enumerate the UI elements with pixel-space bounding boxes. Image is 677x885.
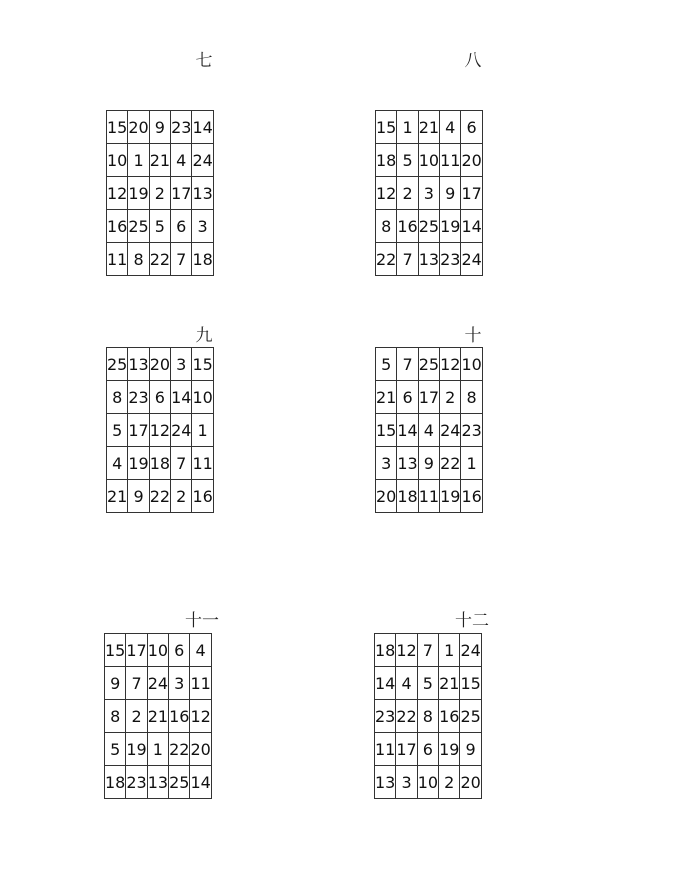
grid-cell: 21 xyxy=(107,480,128,513)
grid-cell: 17 xyxy=(461,177,482,210)
puzzle-title: 九 xyxy=(195,326,213,346)
grid-cell: 13 xyxy=(418,243,439,276)
grid-row xyxy=(107,111,214,144)
puzzle-title: 十一 xyxy=(185,611,219,631)
grid-row xyxy=(376,243,483,276)
grid-cell: 11 xyxy=(440,144,461,177)
grid-row xyxy=(376,177,483,210)
grid-cell: 16 xyxy=(169,700,190,733)
grid-row xyxy=(107,348,214,381)
grid-cell: 13 xyxy=(192,177,213,210)
grid-cell: 25 xyxy=(418,348,439,381)
number-grid xyxy=(106,347,214,513)
grid-cell: 19 xyxy=(439,733,460,766)
grid-cell: 9 xyxy=(418,447,439,480)
grid-cell: 19 xyxy=(128,447,149,480)
grid-cell: 10 xyxy=(107,144,128,177)
grid-cell: 16 xyxy=(439,700,460,733)
grid-cell: 4 xyxy=(171,144,192,177)
grid-cell: 6 xyxy=(461,111,482,144)
grid-cell: 8 xyxy=(128,243,149,276)
grid-cell: 25 xyxy=(418,210,439,243)
grid-cell: 19 xyxy=(126,733,147,766)
grid-cell: 14 xyxy=(397,414,418,447)
grid-row xyxy=(107,210,214,243)
grid-cell: 10 xyxy=(147,634,168,667)
grid-cell: 18 xyxy=(376,144,397,177)
grid-cell: 23 xyxy=(375,700,396,733)
grid-cell: 8 xyxy=(105,700,126,733)
grid-row xyxy=(107,243,214,276)
grid-cell: 5 xyxy=(376,348,397,381)
grid-cell: 4 xyxy=(190,634,211,667)
grid-cell: 22 xyxy=(396,700,417,733)
grid-cell: 7 xyxy=(171,447,192,480)
grid-cell: 9 xyxy=(149,111,170,144)
grid-cell: 22 xyxy=(440,447,461,480)
grid-cell: 10 xyxy=(418,144,439,177)
grid-cell: 1 xyxy=(461,447,482,480)
grid-cell: 17 xyxy=(396,733,417,766)
grid-cell: 6 xyxy=(397,381,418,414)
grid-cell: 16 xyxy=(461,480,482,513)
grid-cell: 2 xyxy=(171,480,192,513)
number-grid xyxy=(106,110,214,276)
grid-cell: 7 xyxy=(126,667,147,700)
grid-cell: 25 xyxy=(460,700,481,733)
grid-cell: 23 xyxy=(461,414,482,447)
grid-row xyxy=(107,480,214,513)
grid-cell: 10 xyxy=(417,766,438,799)
grid-cell: 9 xyxy=(460,733,481,766)
grid-cell: 20 xyxy=(149,348,170,381)
grid-cell: 20 xyxy=(460,766,481,799)
grid-cell: 4 xyxy=(440,111,461,144)
grid-cell: 4 xyxy=(107,447,128,480)
grid-cell: 22 xyxy=(149,243,170,276)
grid-cell: 2 xyxy=(397,177,418,210)
grid-cell: 23 xyxy=(126,766,147,799)
puzzle-title: 十二 xyxy=(455,611,489,631)
grid-cell: 18 xyxy=(149,447,170,480)
grid-row xyxy=(105,733,212,766)
grid-cell: 5 xyxy=(105,733,126,766)
grid-cell: 7 xyxy=(397,243,418,276)
grid-row xyxy=(376,210,483,243)
grid-cell: 11 xyxy=(190,667,211,700)
grid-cell: 15 xyxy=(192,348,213,381)
grid-cell: 3 xyxy=(376,447,397,480)
grid-cell: 12 xyxy=(376,177,397,210)
grid-row xyxy=(375,667,482,700)
grid-row xyxy=(107,381,214,414)
grid-cell: 3 xyxy=(418,177,439,210)
grid-row xyxy=(107,447,214,480)
grid-row xyxy=(376,144,483,177)
grid-cell: 13 xyxy=(147,766,168,799)
grid-cell: 13 xyxy=(128,348,149,381)
grid-cell: 25 xyxy=(169,766,190,799)
grid-cell: 6 xyxy=(171,210,192,243)
grid-cell: 19 xyxy=(440,210,461,243)
number-grid xyxy=(375,347,483,513)
grid-cell: 1 xyxy=(128,144,149,177)
grid-cell: 15 xyxy=(460,667,481,700)
grid-cell: 24 xyxy=(171,414,192,447)
grid-cell: 3 xyxy=(171,348,192,381)
grid-cell: 23 xyxy=(128,381,149,414)
grid-row xyxy=(376,480,483,513)
grid-row xyxy=(376,414,483,447)
grid-cell: 6 xyxy=(417,733,438,766)
grid-cell: 24 xyxy=(440,414,461,447)
grid-row xyxy=(375,700,482,733)
grid-cell: 20 xyxy=(128,111,149,144)
grid-cell: 7 xyxy=(171,243,192,276)
grid-cell: 17 xyxy=(418,381,439,414)
grid-cell: 8 xyxy=(107,381,128,414)
grid-cell: 5 xyxy=(397,144,418,177)
grid-cell: 4 xyxy=(396,667,417,700)
grid-cell: 4 xyxy=(418,414,439,447)
grid-cell: 10 xyxy=(461,348,482,381)
grid-cell: 15 xyxy=(105,634,126,667)
puzzle-title: 七 xyxy=(195,51,213,71)
grid-cell: 19 xyxy=(440,480,461,513)
grid-cell: 8 xyxy=(376,210,397,243)
grid-cell: 24 xyxy=(460,634,481,667)
grid-cell: 18 xyxy=(105,766,126,799)
grid-cell: 14 xyxy=(171,381,192,414)
grid-cell: 7 xyxy=(417,634,438,667)
grid-cell: 25 xyxy=(128,210,149,243)
grid-cell: 2 xyxy=(440,381,461,414)
grid-cell: 21 xyxy=(147,700,168,733)
grid-cell: 19 xyxy=(128,177,149,210)
grid-cell: 17 xyxy=(128,414,149,447)
grid-cell: 21 xyxy=(418,111,439,144)
grid-cell: 21 xyxy=(376,381,397,414)
grid-cell: 17 xyxy=(126,634,147,667)
grid-cell: 8 xyxy=(417,700,438,733)
grid-cell: 2 xyxy=(149,177,170,210)
grid-cell: 10 xyxy=(192,381,213,414)
grid-cell: 7 xyxy=(397,348,418,381)
grid-cell: 3 xyxy=(396,766,417,799)
grid-cell: 13 xyxy=(375,766,396,799)
grid-cell: 9 xyxy=(105,667,126,700)
grid-cell: 2 xyxy=(439,766,460,799)
grid-row xyxy=(105,700,212,733)
grid-row xyxy=(376,447,483,480)
grid-cell: 22 xyxy=(169,733,190,766)
grid-cell: 9 xyxy=(440,177,461,210)
grid-cell: 5 xyxy=(107,414,128,447)
grid-cell: 12 xyxy=(107,177,128,210)
grid-row xyxy=(105,766,212,799)
grid-cell: 18 xyxy=(397,480,418,513)
number-grid xyxy=(104,633,212,799)
grid-cell: 15 xyxy=(376,111,397,144)
grid-cell: 24 xyxy=(461,243,482,276)
grid-cell: 16 xyxy=(397,210,418,243)
grid-row xyxy=(375,634,482,667)
grid-cell: 16 xyxy=(192,480,213,513)
puzzle-title: 八 xyxy=(464,51,482,71)
grid-cell: 23 xyxy=(171,111,192,144)
grid-cell: 18 xyxy=(192,243,213,276)
number-grid xyxy=(375,110,483,276)
grid-cell: 1 xyxy=(439,634,460,667)
grid-cell: 22 xyxy=(149,480,170,513)
grid-row xyxy=(107,414,214,447)
number-grid xyxy=(374,633,482,799)
grid-row xyxy=(107,144,214,177)
grid-cell: 5 xyxy=(417,667,438,700)
grid-cell: 20 xyxy=(461,144,482,177)
grid-row xyxy=(376,348,483,381)
grid-cell: 14 xyxy=(375,667,396,700)
grid-cell: 20 xyxy=(190,733,211,766)
grid-row xyxy=(376,381,483,414)
grid-cell: 18 xyxy=(375,634,396,667)
grid-cell: 11 xyxy=(375,733,396,766)
grid-cell: 8 xyxy=(461,381,482,414)
grid-cell: 14 xyxy=(190,766,211,799)
grid-cell: 1 xyxy=(397,111,418,144)
grid-cell: 21 xyxy=(439,667,460,700)
grid-cell: 24 xyxy=(192,144,213,177)
grid-cell: 9 xyxy=(128,480,149,513)
grid-cell: 6 xyxy=(169,634,190,667)
grid-cell: 14 xyxy=(461,210,482,243)
grid-cell: 22 xyxy=(376,243,397,276)
grid-cell: 1 xyxy=(192,414,213,447)
grid-cell: 15 xyxy=(107,111,128,144)
grid-cell: 3 xyxy=(169,667,190,700)
grid-cell: 2 xyxy=(126,700,147,733)
grid-cell: 14 xyxy=(192,111,213,144)
grid-row xyxy=(105,634,212,667)
grid-cell: 15 xyxy=(376,414,397,447)
grid-cell: 13 xyxy=(397,447,418,480)
grid-cell: 12 xyxy=(190,700,211,733)
grid-cell: 11 xyxy=(192,447,213,480)
puzzle-title: 十 xyxy=(464,326,482,346)
grid-row xyxy=(105,667,212,700)
grid-cell: 3 xyxy=(192,210,213,243)
grid-cell: 17 xyxy=(171,177,192,210)
grid-cell: 1 xyxy=(147,733,168,766)
grid-cell: 20 xyxy=(376,480,397,513)
grid-cell: 21 xyxy=(149,144,170,177)
grid-row xyxy=(376,111,483,144)
grid-row xyxy=(375,766,482,799)
grid-cell: 25 xyxy=(107,348,128,381)
grid-cell: 23 xyxy=(440,243,461,276)
grid-cell: 24 xyxy=(147,667,168,700)
grid-cell: 6 xyxy=(149,381,170,414)
grid-cell: 12 xyxy=(440,348,461,381)
grid-cell: 16 xyxy=(107,210,128,243)
grid-cell: 12 xyxy=(149,414,170,447)
grid-cell: 11 xyxy=(107,243,128,276)
grid-row xyxy=(107,177,214,210)
grid-row xyxy=(375,733,482,766)
grid-cell: 12 xyxy=(396,634,417,667)
grid-cell: 11 xyxy=(418,480,439,513)
grid-cell: 5 xyxy=(149,210,170,243)
